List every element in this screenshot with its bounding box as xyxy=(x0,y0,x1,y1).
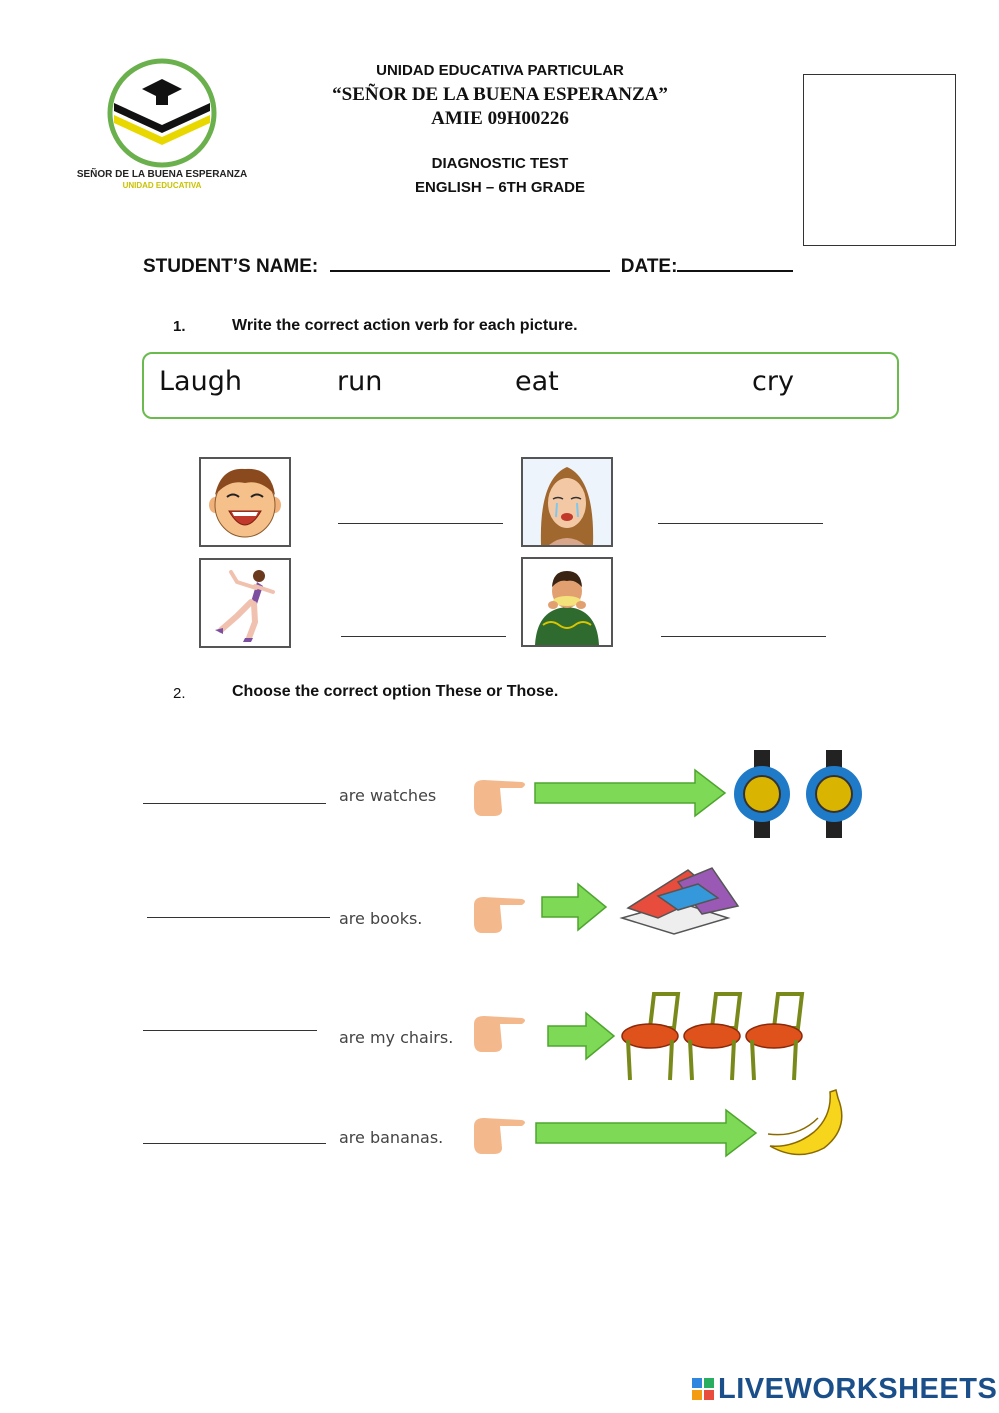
student-name-label: STUDENT’S NAME: xyxy=(143,256,319,277)
pointing-hand-icon xyxy=(470,770,530,820)
picture-laughing xyxy=(199,457,291,547)
liveworksheets-logo-icon xyxy=(692,1378,714,1400)
amie-code: AMIE 09H00226 xyxy=(431,108,569,129)
pointing-hand-icon xyxy=(470,1006,530,1056)
these-those-line-1[interactable] xyxy=(143,803,326,804)
sentence-3 xyxy=(339,1028,453,1047)
student-name-field[interactable] xyxy=(330,252,610,272)
crying-woman-icon xyxy=(523,459,611,545)
word-bank-item: run xyxy=(337,366,383,397)
pointing-hand-icon xyxy=(470,887,530,937)
books-icon xyxy=(618,862,744,938)
student-info-row xyxy=(143,252,793,278)
sentence-4 xyxy=(339,1128,443,1147)
sentence-3-text: are my chairs. xyxy=(339,1028,454,1047)
date-field[interactable] xyxy=(677,252,793,272)
test-title: DIAGNOSTIC TEST xyxy=(431,155,569,172)
sentence-2-text: are books. xyxy=(339,909,423,928)
bananas-icon xyxy=(764,1088,852,1160)
these-those-line-3[interactable] xyxy=(143,1030,317,1031)
q1-number: 1. xyxy=(173,318,186,335)
these-those-line-4[interactable] xyxy=(143,1143,326,1144)
answer-line-3[interactable] xyxy=(341,636,506,637)
school-logo xyxy=(76,55,248,195)
sentence-2 xyxy=(339,909,422,928)
laughing-boy-icon xyxy=(201,459,289,545)
subject-grade: ENGLISH – 6TH GRADE xyxy=(414,179,586,196)
arrow-right-icon xyxy=(542,884,608,930)
pointing-hand-icon xyxy=(470,1108,530,1158)
picture-running xyxy=(199,558,291,648)
sentence-1-text: are watches xyxy=(339,786,437,805)
arrow-right-icon xyxy=(536,1110,758,1156)
watches-icon xyxy=(736,750,871,838)
q2-number: 2. xyxy=(173,685,186,702)
sentence-4-text: are bananas. xyxy=(339,1128,444,1147)
answer-line-2[interactable] xyxy=(658,523,823,524)
date-label: DATE: xyxy=(620,256,678,277)
answer-line-1[interactable] xyxy=(338,523,503,524)
chairs-icon xyxy=(620,988,810,1084)
q2-text: Choose the correct option These or Those. xyxy=(232,683,559,700)
logo-line2: UNIDAD EDUCATIVA xyxy=(122,181,202,190)
q1-text: Write the correct action verb for each picture. xyxy=(232,317,578,334)
graduation-cap-book-icon xyxy=(114,79,210,145)
arrow-right-icon xyxy=(548,1013,616,1059)
word-bank-item: Laugh xyxy=(159,366,242,397)
sentence-1 xyxy=(339,786,436,805)
picture-crying xyxy=(521,457,613,547)
running-woman-icon xyxy=(201,560,289,646)
brand-name: LIVEWORKSHEETS xyxy=(718,1372,998,1405)
word-bank-item: cry xyxy=(752,366,794,397)
picture-eating xyxy=(521,557,613,647)
arrow-right-icon xyxy=(535,770,727,816)
eating-man-icon xyxy=(523,559,611,645)
school-name: “SEÑOR DE LA BUENA ESPERANZA” xyxy=(332,84,668,105)
logo-line1: SEÑOR DE LA BUENA ESPERANZA xyxy=(76,169,248,180)
photo-box xyxy=(803,74,956,246)
answer-line-4[interactable] xyxy=(661,636,826,637)
word-bank-item: eat xyxy=(515,366,559,397)
footer-brand xyxy=(692,1372,997,1406)
these-those-line-2[interactable] xyxy=(147,917,330,918)
school-type: UNIDAD EDUCATIVA PARTICULAR xyxy=(376,62,624,79)
